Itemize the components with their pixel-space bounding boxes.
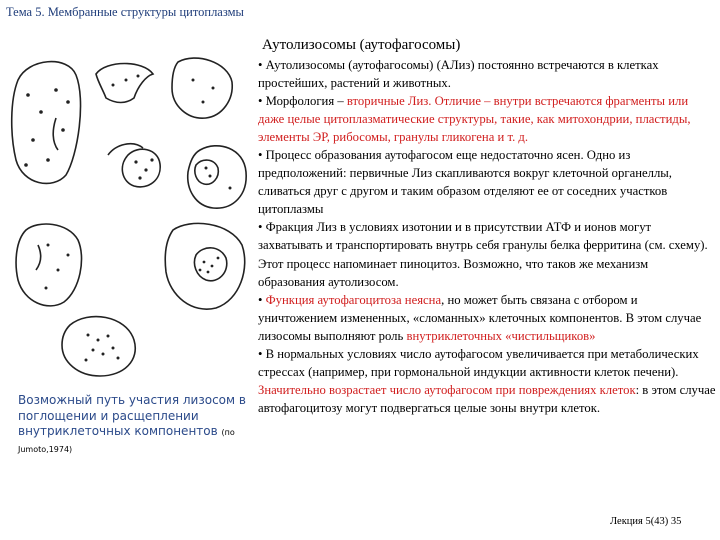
page-footer: Лекция 5(43) 35 (610, 516, 682, 527)
slide-title: Аутолизосомы (аутофагосомы) (262, 37, 461, 53)
topic-header: Тема 5. Мембранные структуры цитоплазмы (6, 5, 244, 19)
caption-source: (по Jumoto,1974) (18, 428, 235, 454)
paragraph-5-highlight: Функция аутофагоцитоза неясна (265, 292, 442, 307)
paragraph-2 (258, 92, 716, 146)
diagram-caption (18, 393, 248, 457)
paragraph-4: • Фракция Лиз в условиях изотонии и в присутствии АТФ и ионов могут захватывать и транспортировать внутрь себя гранулы белка ферритина (см. схему). Этот процесс напоминает пиноцитоз. Возможно, что таков же механизм образования аутолизосом. (258, 220, 708, 289)
paragraph-2-highlight: вторичные Лиз. Отличие – внутри встречаются фрагменты или даже целые цитоплазматические структуры, такие, как митохондрии, пластиды, элементы ЭР, рибосомы, гранулы гликогена и т. д. (258, 94, 691, 145)
paragraph-6-text: • В нормальных условиях число аутофагосом увеличивается при метаболических стрессах (например, при гормональной индукции активности клеток печени). (258, 346, 699, 379)
paragraph-6-text-2: : в этом случае автофагоцитозу могут подвергаться целые зоны внутри клеток. (258, 382, 716, 415)
slide-body (258, 56, 716, 417)
cell-7 (62, 317, 135, 376)
paragraph-5 (258, 291, 716, 345)
cell-6 (165, 223, 244, 309)
paragraph-2-text: • Морфология – (258, 94, 347, 109)
paragraph-6 (258, 345, 716, 417)
paragraph-5-bullet: • (258, 292, 266, 307)
paragraph-1: • Аутолизосомы (аутофагосомы) (АЛиз) постоянно встречаются в клетках простейших, растений и животных. (258, 58, 659, 91)
paragraph-3: • Процесс образования аутофагосом еще недостаточно ясен. Одно из предположений: первичные Лиз скапливаются вокруг клеточной органеллы, сливаться друг с другом и таким образом отделяют ее от соседних участков цитоплазмы (258, 148, 672, 217)
paragraph-5-highlight-2: внутриклеточных «чистильщиков» (406, 328, 596, 343)
cell-1 (12, 62, 81, 184)
autophagy-diagram (8, 40, 256, 380)
paragraph-5-text: , но может быть связана с отбором и уничтожением измененных, «сломанных» клеточных компонентов. В этом случае лизосомы выполняют роль (258, 292, 702, 343)
cell-2 (96, 64, 153, 103)
caption-text: Возможный путь участия лизосом в поглощении и расщеплении внутриклеточных компонентов (18, 393, 246, 438)
cell-5 (16, 224, 81, 306)
cell-3 (172, 58, 232, 118)
paragraph-6-highlight: Значительно возрастает число аутофагосом при повреждениях клеток (258, 382, 636, 397)
